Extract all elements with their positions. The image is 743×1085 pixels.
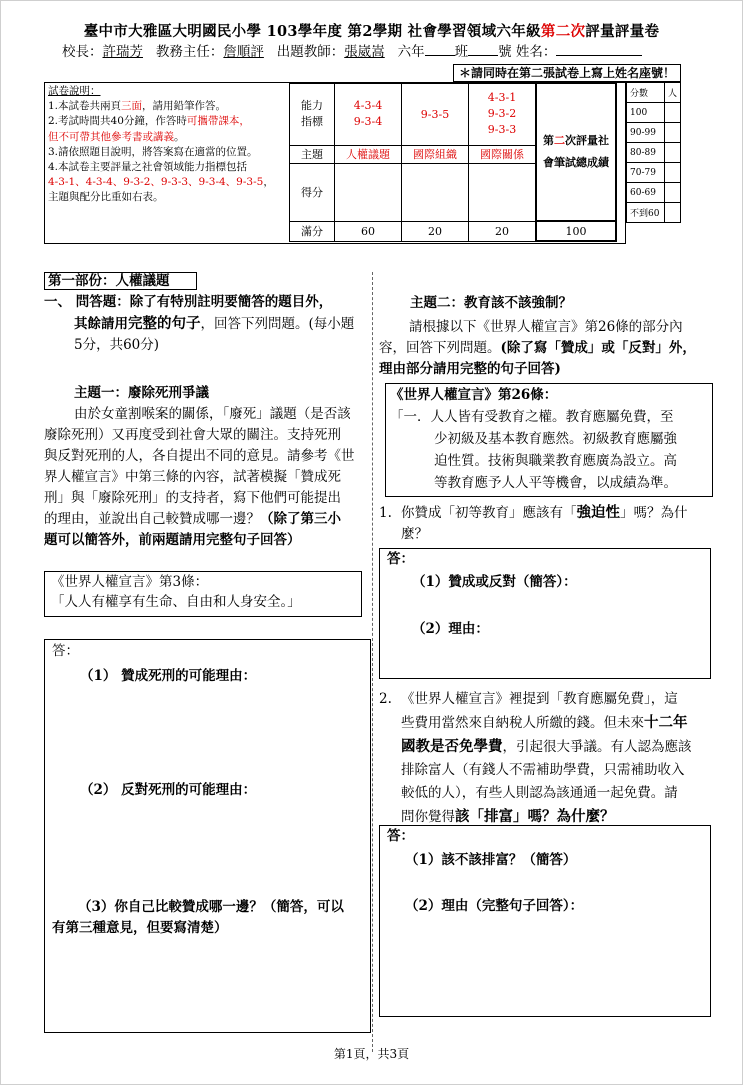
exam-title: 臺中市大雅區大明國民小學 103學年度 第2學期 社會學習領域六年級第二次評量評量卷 <box>83 23 660 40</box>
answer-prompt-3: （3）你自己比較贊成哪一邊？（簡答，可以 有第三種意見，但要寫清楚） <box>52 899 344 936</box>
page-footer: 第1頁，共3頁 <box>333 1047 410 1061</box>
staff-line: 校長：許瑞芳 教務主任：詹順評 出題教師：張崴嵩 六年 班 號 姓名： <box>62 40 642 60</box>
ability-cell-2: 9-3-5 <box>402 83 469 145</box>
quote-box-article-26: 《世界人權宣言》第26條： 「一．人人皆有受教育之權。教育應屬免費，至 少初級及基本教育應然。初級教育應屬強 迫性質。技術與職業教育應廣為設立。高 等教育應予人人平等機會，以成績為準。 <box>385 383 713 497</box>
grade-row: 100 <box>627 103 665 123</box>
answer-label: 答： <box>387 551 414 567</box>
full-score-2: 20 <box>402 221 469 241</box>
grade-count[interactable] <box>665 103 681 123</box>
name-blank[interactable] <box>556 42 642 56</box>
answer-label: 答： <box>52 643 79 659</box>
row-ability-label: 能力指標 <box>290 83 335 145</box>
quote-box-article-3: 《世界人權宣言》第3條： 「人人有權享有生命、自由和人身安全。」 <box>44 571 362 617</box>
section-title: 第一部份：人權議題 <box>44 272 197 290</box>
grade-count[interactable] <box>665 143 681 163</box>
grade-row: 70-79 <box>627 163 665 183</box>
question-2: 2. 《世界人權宣言》裡提到「教育應屬免費」，這 些費用當然來自納稅人所繳的錢。但未來十二年 國教是否免學費，引起很大爭議。有人認為應該 排除富人（有錢人不需補助學費，只需補助收入 較低的人），有些人則認為該通通一起免費。請 問你覺得該「排富」嗎？為什麼？ <box>379 691 692 825</box>
instructions: 試卷說明： 1.本試卷共兩頁三面，請用鉛筆作答。 2.考試時間共40分鐘，作答時可攜帶課本， 但不可帶其他參考書或講義。 3.請依照題目說明，將答案寫在適當的位置。 4.本試卷主要評量之社會領域能力指標包括 4-3-1、4-3-4、9-3-2、9-3-3、9-3-4、9-3-5， 主題與配分比重如右表。 <box>48 85 274 204</box>
grade-count[interactable] <box>665 123 681 143</box>
answer-box-topic1[interactable] <box>44 639 371 1033</box>
grade-table <box>626 82 681 223</box>
grade-row: 90-99 <box>627 123 665 143</box>
topic1-title: 主題一：廢除死刑爭議 <box>74 385 209 401</box>
name-notice: ＊請同時在第二張試卷上寫上姓名座號！ <box>453 64 681 82</box>
topic-cell-2: 國際組織 <box>402 145 469 163</box>
grade-count[interactable] <box>665 203 681 223</box>
full-score-1: 60 <box>335 221 402 241</box>
full-score-total: 100 <box>536 221 616 241</box>
full-score-3: 20 <box>469 221 537 241</box>
q2-answer-prompt-2: （2）理由（完整句子回答）： <box>405 898 584 914</box>
grade-row: 60-69 <box>627 183 665 203</box>
score-input-2[interactable] <box>402 163 469 221</box>
q1-answer-prompt-1: （1）贊成或反對（簡答）： <box>412 574 577 590</box>
grade-row: 80-89 <box>627 143 665 163</box>
answer-label: 答： <box>387 828 414 844</box>
row-score-label: 得分 <box>290 163 335 221</box>
grade-row: 不到60 <box>627 203 665 223</box>
q1-answer-prompt-2: （2）理由： <box>412 621 489 637</box>
score-table <box>289 82 617 242</box>
row-full-label: 滿分 <box>290 221 335 241</box>
topic-cell-1: 人權議題 <box>335 145 402 163</box>
topic2-title: 主題二：教育該不該強制？ <box>410 295 572 311</box>
answer-prompt-1: （1） 贊成死刑的可能理由： <box>80 668 257 684</box>
q2-answer-prompt-1: （1）該不該排富？（簡答） <box>405 852 577 868</box>
ability-cell-1: 4-3-4 9-3-4 <box>335 83 402 145</box>
answer-prompt-2: （2） 反對死刑的可能理由： <box>80 782 257 798</box>
grade-count[interactable] <box>665 183 681 203</box>
topic-cell-3: 國際關係 <box>469 145 537 163</box>
score-input-3[interactable] <box>469 163 537 221</box>
grade-head-people: 人 <box>665 83 681 103</box>
grade-count[interactable] <box>665 163 681 183</box>
question-intro: 一、 問答題：除了有特別註明要簡答的題目外， 其餘請用完整的句子，回答下列問題。(每小題 5分，共60分) <box>44 294 355 353</box>
topic2-paragraph: 請根據以下《世界人權宣言》第26條的部分內 容，回答下列問題。(除了寫「贊成」或「反對」外， 理由部分請用完整的句子回答) <box>379 319 696 377</box>
number-blank[interactable] <box>468 42 498 56</box>
topic1-paragraph: 由於女童割喉案的關係，「廢死」議題（是否該 廢除死刑）又再度受到社會大眾的關注。支持死刑 與反對死刑的人，各自提出不同的意見。請參考《世 界人權宣言》中第三條的內容，試著模擬「贊成死 刑」與「廢除死刑」的支持者，寫下他們可能提出 的理由，並說出自己較贊成哪一邊？（除了第三小 題可以簡答外，前兩題請用完整句子回答） <box>44 406 355 548</box>
answer-box-q1[interactable] <box>379 548 711 679</box>
class-blank[interactable] <box>425 42 455 56</box>
total-score-cell[interactable]: 第二次評量社 會筆試總成績 <box>536 83 616 221</box>
column-divider <box>372 272 373 1052</box>
row-topic-label: 主題 <box>290 145 335 163</box>
ability-cell-3: 4-3-1 9-3-2 9-3-3 <box>469 83 537 145</box>
grade-head-score: 分數 <box>627 83 665 103</box>
score-input-1[interactable] <box>335 163 402 221</box>
question-1: 1. 你贊成「初等教育」應該有「強迫性」嗎？為什 麼？ <box>379 504 688 542</box>
